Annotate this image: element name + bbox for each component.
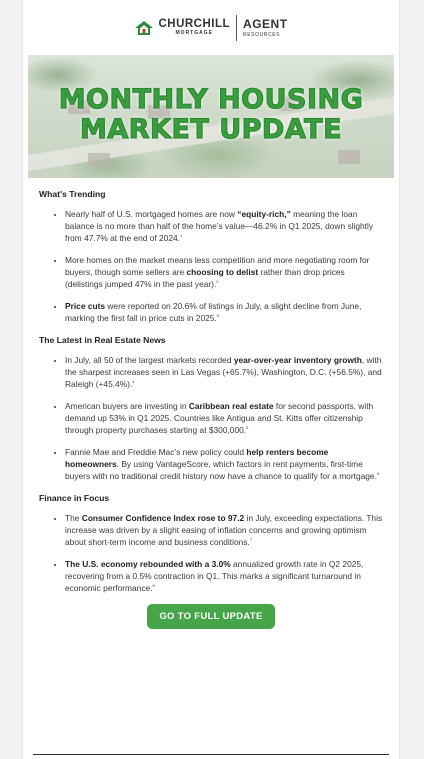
bold-text: “equity-rich,” bbox=[237, 209, 291, 219]
logo-divider bbox=[236, 15, 237, 41]
footnote-ref[interactable]: 8 bbox=[152, 583, 155, 589]
logo-sub: MORTGAGE bbox=[175, 30, 213, 37]
bold-text: Caribbean real estate bbox=[188, 401, 274, 411]
footnote-ref[interactable]: 5 bbox=[246, 425, 249, 431]
list-item bbox=[65, 208, 383, 244]
section-heading: Finance in Focus bbox=[39, 493, 110, 503]
section bbox=[39, 334, 383, 482]
section bbox=[39, 492, 383, 594]
email-card bbox=[23, 0, 399, 759]
text: Nearly half of U.S. mortgaged homes are now bbox=[65, 209, 238, 219]
text: Fannie Mae and Freddie Mac’s new policy could bbox=[65, 447, 247, 457]
list-item bbox=[65, 354, 383, 390]
logo-name: CHURCHILL bbox=[158, 17, 231, 30]
footer-divider bbox=[33, 754, 389, 755]
text: for second passports, with demand up 53% in Q1 2025. Countries like Antigua and St. Kitts offer citizenship through property purchases starting at $300,000. bbox=[65, 401, 374, 435]
bold-text: The U.S. economy rebounded with a 3.0% bbox=[65, 559, 231, 569]
text: in July, exceeding expectations. This increase was driven by a slight easing of inflation concerns and growing optimism about short-term income and business conditions. bbox=[65, 513, 383, 547]
hero-title bbox=[28, 85, 394, 145]
list-item bbox=[65, 400, 383, 436]
text: American buyers are investing in bbox=[65, 401, 189, 411]
text: . By using VantageScore, which factors in rent payments, first-time buyers with no traditional credit history now have a chance to qualify for a mortgage. bbox=[65, 459, 377, 481]
hero-banner bbox=[28, 55, 394, 178]
footnote-ref[interactable]: 6 bbox=[376, 471, 380, 477]
text: annualized growth rate in Q2 2025, recovering from a 0.5% contraction in Q1. This marks a significant turnaround in economic performance. bbox=[65, 559, 364, 593]
go-to-full-update-button[interactable]: GO TO FULL UPDATE bbox=[147, 604, 274, 629]
text: rather than drop prices (delistings jumped 47% in the past year). bbox=[65, 267, 345, 289]
footnote-ref[interactable]: 4 bbox=[132, 379, 135, 385]
footnote-ref[interactable]: 7 bbox=[249, 537, 253, 543]
bold-text: Consumer Confidence Index rose to 97.2 bbox=[81, 513, 245, 523]
house-logo-icon bbox=[134, 20, 154, 36]
list-item bbox=[65, 300, 383, 324]
newsletter-content bbox=[23, 178, 399, 594]
text: meaning the loan balance is no more than half of the home’s value—46.2% in Q1 2025, down slightly from 47.7% at the end of 2024. bbox=[65, 209, 374, 243]
text: were reported on 20.6% of listings in July, a slight decline from June, marking the first fall in price cuts in 2025. bbox=[65, 301, 362, 323]
text: , with the sharpest increases seen in Las Vegas (+65.7%), Washington, D.C. (+56.5%), and Raleigh (+45.4%). bbox=[65, 355, 382, 389]
list-item bbox=[65, 254, 383, 290]
text: In July, all 50 of the largest markets recorded bbox=[65, 355, 234, 365]
text: The bbox=[65, 513, 82, 523]
bold-text: Price cuts bbox=[65, 301, 106, 311]
bullet-list bbox=[39, 208, 383, 324]
bold-text: choosing to delist bbox=[186, 267, 259, 277]
brand-logo[interactable] bbox=[134, 15, 287, 41]
agent-name: AGENT bbox=[243, 17, 288, 31]
section bbox=[39, 188, 383, 324]
header bbox=[23, 0, 399, 55]
bold-text: year-over-year inventory growth bbox=[233, 355, 362, 365]
cta-wrap bbox=[23, 604, 399, 629]
bullet-list bbox=[39, 354, 383, 482]
list-item bbox=[65, 558, 383, 594]
list-item bbox=[65, 512, 383, 548]
bullet-list bbox=[39, 512, 383, 594]
hero-title-line1: MONTHLY HOUSING bbox=[58, 84, 364, 115]
footnote-ref[interactable]: 1 bbox=[180, 233, 183, 239]
footnote-ref[interactable]: 3 bbox=[216, 313, 219, 319]
footnote-ref[interactable]: 2 bbox=[216, 279, 219, 285]
section-heading: The Latest in Real Estate News bbox=[39, 335, 166, 345]
bold-text: help renters become homeowners bbox=[65, 447, 329, 469]
text: More homes on the market means less competition and more negotiating room for buyers, though some sellers are bbox=[65, 255, 370, 277]
hero-title-line2: MARKET UPDATE bbox=[79, 114, 343, 145]
section-heading: What's Trending bbox=[39, 189, 106, 199]
agent-sub: RESOURCES bbox=[243, 32, 281, 38]
list-item bbox=[65, 446, 383, 482]
